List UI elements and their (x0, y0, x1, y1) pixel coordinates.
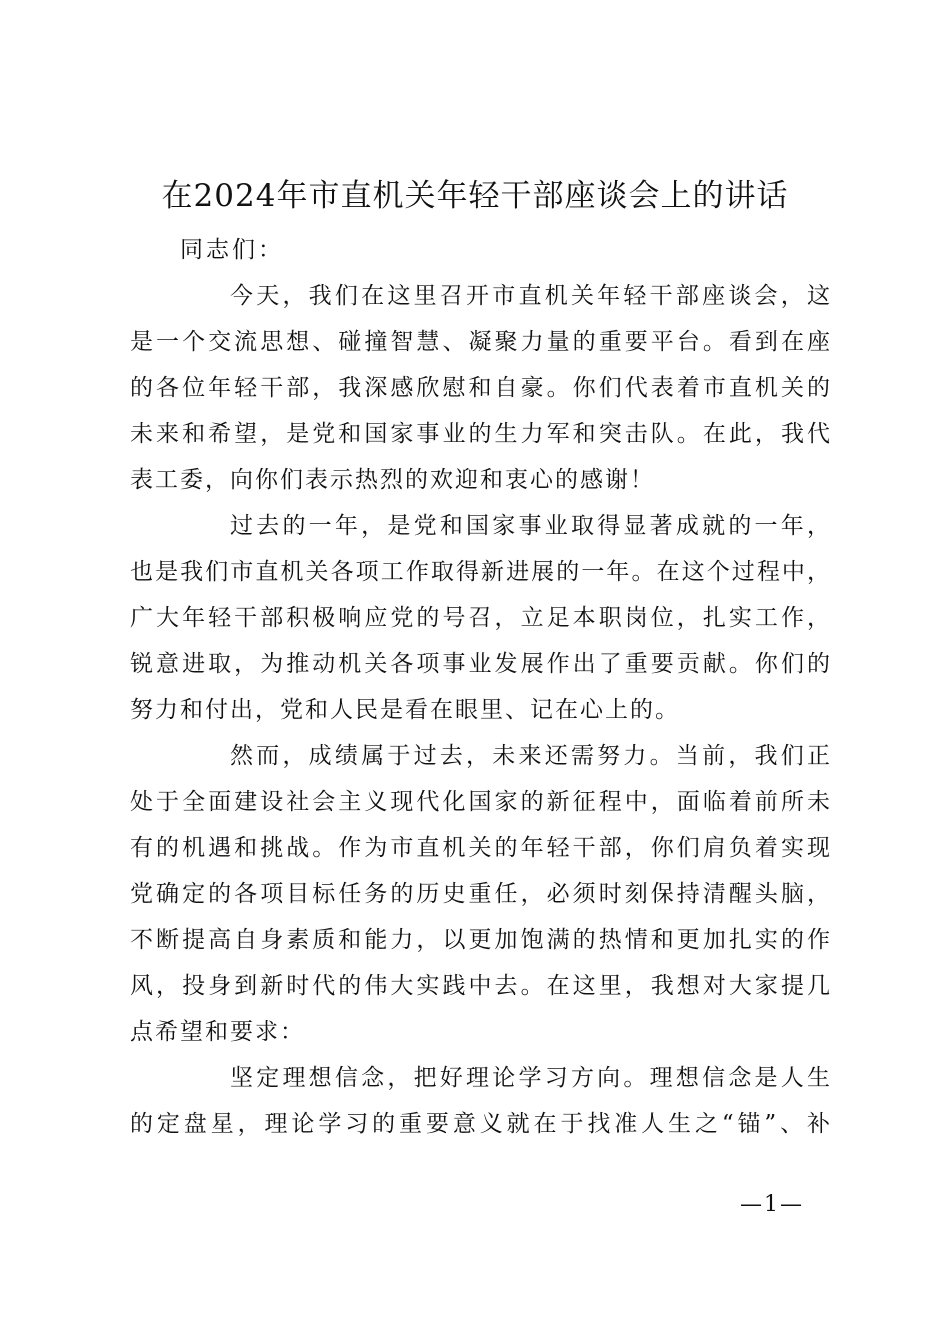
text-line: 努力和付出，党和人民是看在眼里、记在心上的。 (130, 697, 680, 723)
text-line: 有的机遇和挑战。作为市直机关的年轻干部，你们肩负着实现 (130, 835, 832, 861)
text-line: 的各位年轻干部，我深感欣慰和自豪。你们代表着市直机关的 (130, 375, 832, 401)
text-line: 坚定理想信念，把好理论学习方向。理想信念是人生 (230, 1065, 832, 1091)
paragraph-3 (130, 733, 832, 1055)
salutation: 同志们： (180, 237, 284, 263)
text-line: 的定盘星，理论学习的重要意义就在于找准人生之“锚”、补 (130, 1111, 832, 1137)
text-line: 不断提高自身素质和能力，以更加饱满的热情和更加扎实的作 (130, 927, 832, 953)
text-line: 是一个交流思想、碰撞智慧、凝聚力量的重要平台。看到在座 (130, 329, 832, 355)
text-line: 锐意进取，为推动机关各项事业发展作出了重要贡献。你们的 (130, 651, 832, 677)
text-line: 风，投身到新时代的伟大实践中去。在这里，我想对大家提几 (130, 973, 832, 999)
paragraph-1 (130, 273, 832, 503)
page-number: —1— (740, 1192, 804, 1217)
text-line: 也是我们市直机关各项工作取得新进展的一年。在这个过程中， (130, 559, 832, 585)
paragraph-2 (130, 503, 832, 733)
text-line: 然而，成绩属于过去，未来还需努力。当前，我们正 (230, 743, 832, 769)
text-line: 点希望和要求： (130, 1019, 305, 1045)
text-line: 处于全面建设社会主义现代化国家的新征程中，面临着前所未 (130, 789, 832, 815)
document-body (130, 273, 832, 1147)
paragraph-4 (130, 1055, 832, 1147)
text-line: 今天，我们在这里召开市直机关年轻干部座谈会，这 (230, 283, 832, 309)
text-line: 表工委，向你们表示热烈的欢迎和衷心的感谢！ (130, 467, 655, 493)
text-line: 未来和希望，是党和国家事业的生力军和突击队。在此，我代 (130, 421, 832, 447)
text-line: 党确定的各项目标任务的历史重任，必须时刻保持清醒头脑， (130, 881, 832, 907)
document-title: 在2024年市直机关年轻干部座谈会上的讲话 (161, 178, 789, 214)
text-line: 过去的一年，是党和国家事业取得显著成就的一年， (230, 513, 832, 539)
text-line: 广大年轻干部积极响应党的号召，立足本职岗位，扎实工作， (130, 605, 832, 631)
